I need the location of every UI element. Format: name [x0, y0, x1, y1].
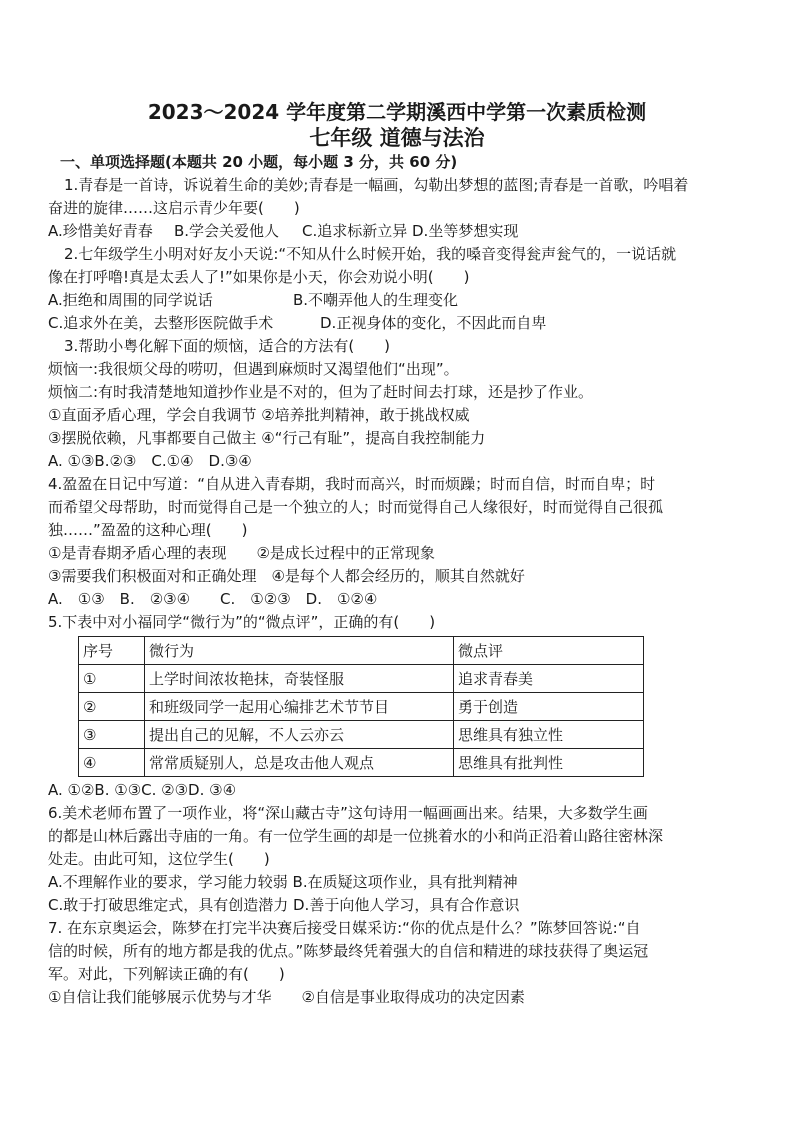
question-4-line: ③需要我们积极面对和正确处理 ④是每个人都会经历的，顺其自然就好 [48, 567, 525, 585]
question-4-options: A. ①③ B. ②③④ C. ①②③ D. ①②④ [48, 590, 378, 608]
table-header-cell: 序号 [79, 637, 145, 665]
question-2-line: 2.七年级学生小明对好友小天说:“不知从什么时候开始，我的嗓音变得瓮声瓮气的，一说话就 [64, 245, 677, 263]
table-cell: ② [79, 693, 145, 721]
question-5-options: A. ①②B. ①③C. ②③D. ③④ [48, 781, 237, 799]
option-b: B.学会关爱他人 [174, 222, 280, 240]
question-6-line: 处走。由此可知，这位学生( ) [48, 850, 270, 868]
exam-subtitle: 七年级 道德与法治 [309, 126, 485, 150]
table-cell: ① [79, 665, 145, 693]
table-cell: 提出自己的见解，不人云亦云 [145, 721, 454, 749]
question-5-stem: 5.下表中对小福同学“微行为”的“微点评”，正确的有( ) [48, 613, 436, 631]
question-6-options: C.敢于打破思维定式，具有创造潜力 D.善于向他人学习，具有合作意识 [48, 896, 520, 914]
option-a: A.拒绝和周围的同学说话 [48, 291, 213, 309]
option-c: C.追求外在美，去整形医院做手术 [48, 314, 274, 332]
question-3-options: A. ①③B.②③ C.①④ D.③④ [48, 452, 252, 470]
option-a: A.珍惜美好青春 [48, 222, 153, 240]
table-cell: ③ [79, 721, 145, 749]
micro-behavior-table [78, 636, 644, 777]
question-6-line: 6.美术老师布置了一项作业，将“深山藏古寺”这句诗用一幅画画出来。结果，大多数学生画 [48, 804, 648, 822]
table-cell: 上学时间浓妆艳抹，奇装怪服 [145, 665, 454, 693]
question-3-line: 烦恼一:我很烦父母的唠叨，但遇到麻烦时又渴望他们“出现”。 [48, 360, 459, 378]
question-3-line: 3.帮助小粤化解下面的烦恼，适合的方法有( ) [64, 337, 391, 355]
question-6-options: A.不理解作业的要求，学习能力较弱 B.在质疑这项作业，具有批判精神 [48, 873, 518, 891]
question-2-options-cd [48, 312, 783, 335]
question-4-line: 4.盈盈在日记中写道：“自从进入青春期，我时而高兴，时而烦躁；时而自信，时而自卑；时 [48, 475, 656, 493]
table-cell: 常常质疑别人，总是攻击他人观点 [145, 749, 454, 777]
question-7-line: 军。对此，下列解读正确的有( ) [48, 965, 285, 983]
exam-content [48, 152, 783, 1009]
question-1-line: 奋进的旋律……这启示青少年要( ) [48, 199, 300, 217]
table-cell: ④ [79, 749, 145, 777]
table-header-row [79, 637, 644, 665]
table-header-cell: 微点评 [454, 637, 644, 665]
option-d: D.正视身体的变化，不因此而自卑 [320, 314, 547, 332]
question-3-line: ①直面矛盾心理，学会自我调节 ②培养批判精神，敢于挑战权威 [48, 406, 470, 424]
question-7-line: 7. 在东京奥运会，陈梦在打完半决赛后接受日媒采访:“你的优点是什么？”陈梦回答说:“自 [48, 919, 641, 937]
header [0, 100, 794, 151]
question-6-line: 的都是山林后露出寺庙的一角。有一位学生画的却是一位挑着水的小和尚正沿着山路往密林深 [48, 827, 664, 845]
table-cell: 思维具有独立性 [454, 721, 644, 749]
question-2-options-ab [48, 289, 783, 312]
exam-title: 2023～2024 学年度第二学期溪西中学第一次素质检测 [147, 100, 647, 124]
question-1-options [48, 220, 783, 243]
question-1-line: 1.青春是一首诗，诉说着生命的美妙;青春是一幅画，勾勒出梦想的蓝图;青春是一首歌，吟唱着 [64, 176, 689, 194]
table-header-cell: 微行为 [145, 637, 454, 665]
table-row [79, 665, 644, 693]
question-7-statements: ①自信让我们能够展示优势与才华 ②自信是事业取得成功的决定因素 [48, 988, 525, 1006]
question-4-line: ①是青春期矛盾心理的表现 ②是成长过程中的正常现象 [48, 544, 435, 562]
table-cell: 和班级同学一起用心编排艺术节节目 [145, 693, 454, 721]
section-heading: 一、单项选择题(本题共 20 小题，每小题 3 分，共 60 分) [60, 153, 458, 171]
option-b: B.不嘲弄他人的生理变化 [293, 291, 459, 309]
table-cell: 勇于创造 [454, 693, 644, 721]
question-3-line: 烦恼二:有时我清楚地知道抄作业是不对的，但为了赶时间去打球，还是抄了作业。 [48, 383, 594, 401]
option-cd: C.追求标新立异 D.坐等梦想实现 [302, 222, 519, 240]
table-cell: 思维具有批判性 [454, 749, 644, 777]
question-4-line: 独……”盈盈的这种心理( ) [48, 521, 248, 539]
question-2-line: 像在打呼噜!真是太丢人了!”如果你是小天，你会劝说小明( ) [48, 268, 470, 286]
table-row [79, 721, 644, 749]
table-row [79, 693, 644, 721]
question-4-line: 而希望父母帮助，时而觉得自己是一个独立的人；时而觉得自己人缘很好，时而觉得自己很孤 [48, 498, 664, 516]
table-cell: 追求青春美 [454, 665, 644, 693]
table-row [79, 749, 644, 777]
question-3-line: ③摆脱依赖，凡事都要自己做主 ④“行己有耻”，提高自我控制能力 [48, 429, 486, 447]
question-7-line: 信的时候，所有的地方都是我的优点。”陈梦最终凭着强大的自信和精进的球技获得了奥运冠 [48, 942, 649, 960]
